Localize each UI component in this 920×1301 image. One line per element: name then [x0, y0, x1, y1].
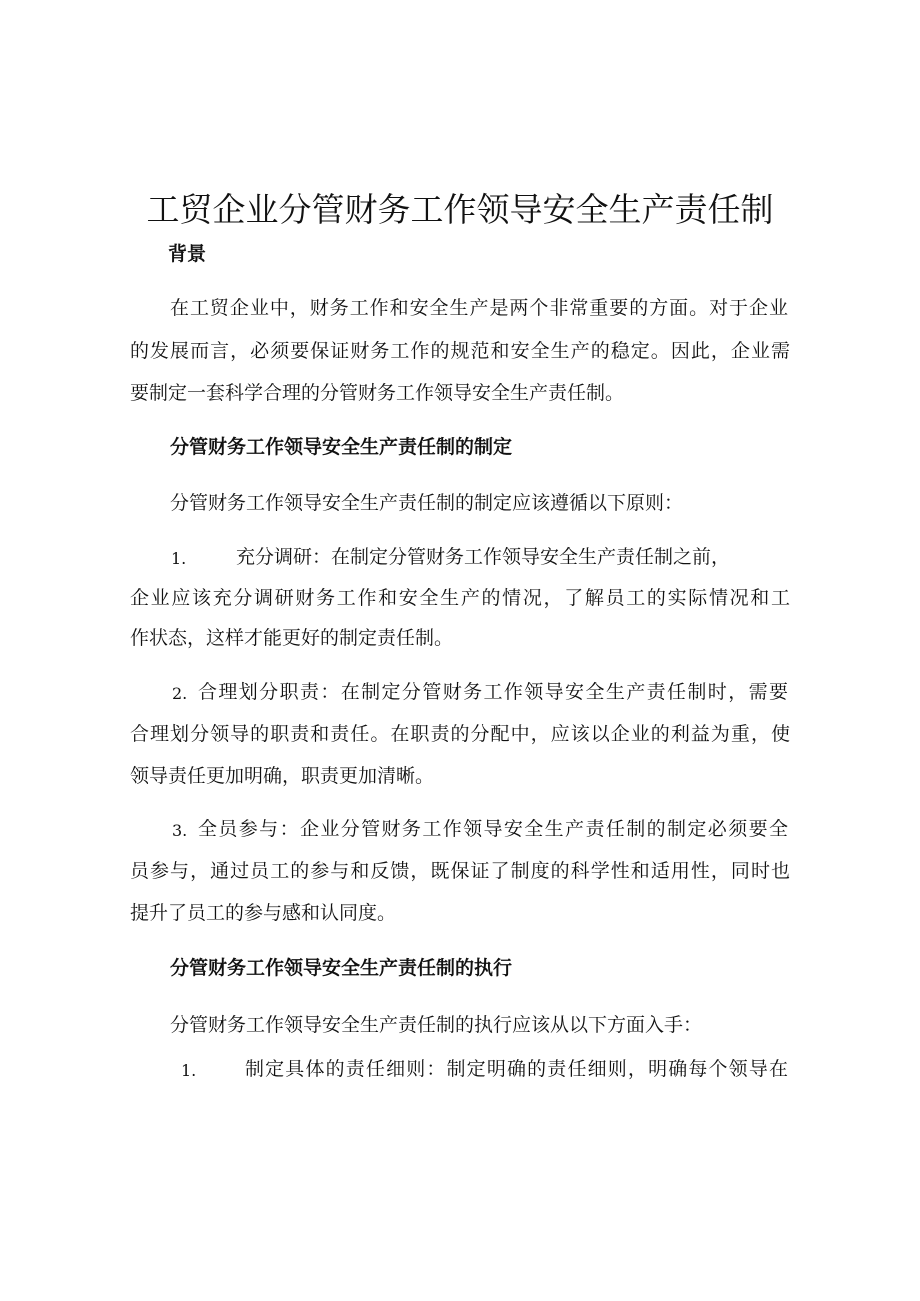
list-item-line-3: 领导责任更加明确，职责更加清晰。 [130, 765, 435, 787]
intro-line-2: 的发展而言，必须要保证财务工作的规范和安全生产的稳定。因此，企业需 [130, 340, 790, 362]
list-item-number: 1. [171, 549, 187, 568]
list-item-line-1: 合理划分职责：在制定分管财务工作领导安全生产责任制时，需要 [198, 681, 788, 703]
section-heading-execution: 分管财务工作领导安全生产责任制的执行 [170, 957, 513, 979]
intro-line-3: 要制定一套科学合理的分管财务工作领导安全生产责任制。 [130, 382, 625, 404]
section-heading-formulation: 分管财务工作领导安全生产责任制的制定 [170, 436, 513, 458]
list-item-line-1: 充分调研：在制定分管财务工作领导安全生产责任制之前， [236, 546, 731, 568]
document-title: 工贸企业分管财务工作领导安全生产责任制 [146, 190, 774, 229]
list-item-number: 2. [172, 684, 188, 703]
list-item-number: 3. [172, 821, 188, 840]
background-heading: 背景 [168, 243, 207, 265]
list-item-number: 1. [181, 1061, 197, 1080]
list-item-line-2: 企业应该充分调研财务工作和安全生产的情况，了解员工的实际情况和工 [130, 587, 790, 609]
list-item-line-2: 员参与，通过员工的参与和反馈，既保证了制度的科学性和适用性，同时也 [130, 860, 790, 882]
list-item-line-2: 合理划分领导的职责和责任。在职责的分配中，应该以企业的利益为重，使 [130, 723, 790, 745]
list-item-line-3: 作状态，这样才能更好的制定责任制。 [130, 627, 454, 649]
list-item-line-1: 制定具体的责任细则：制定明确的责任细则，明确每个领导在 [245, 1058, 788, 1080]
list-item-line-3: 提升了员工的参与感和认同度。 [130, 902, 397, 924]
intro-line-1: 在工贸企业中，财务工作和安全生产是两个非常重要的方面。对于企业 [170, 297, 788, 319]
list-item-line-1: 全员参与：企业分管财务工作领导安全生产责任制的制定必须要全 [198, 818, 788, 840]
section-lead-execution: 分管财务工作领导安全生产责任制的执行应该从以下方面入手： [170, 1014, 703, 1036]
section-lead-formulation: 分管财务工作领导安全生产责任制的制定应该遵循以下原则： [170, 492, 684, 514]
